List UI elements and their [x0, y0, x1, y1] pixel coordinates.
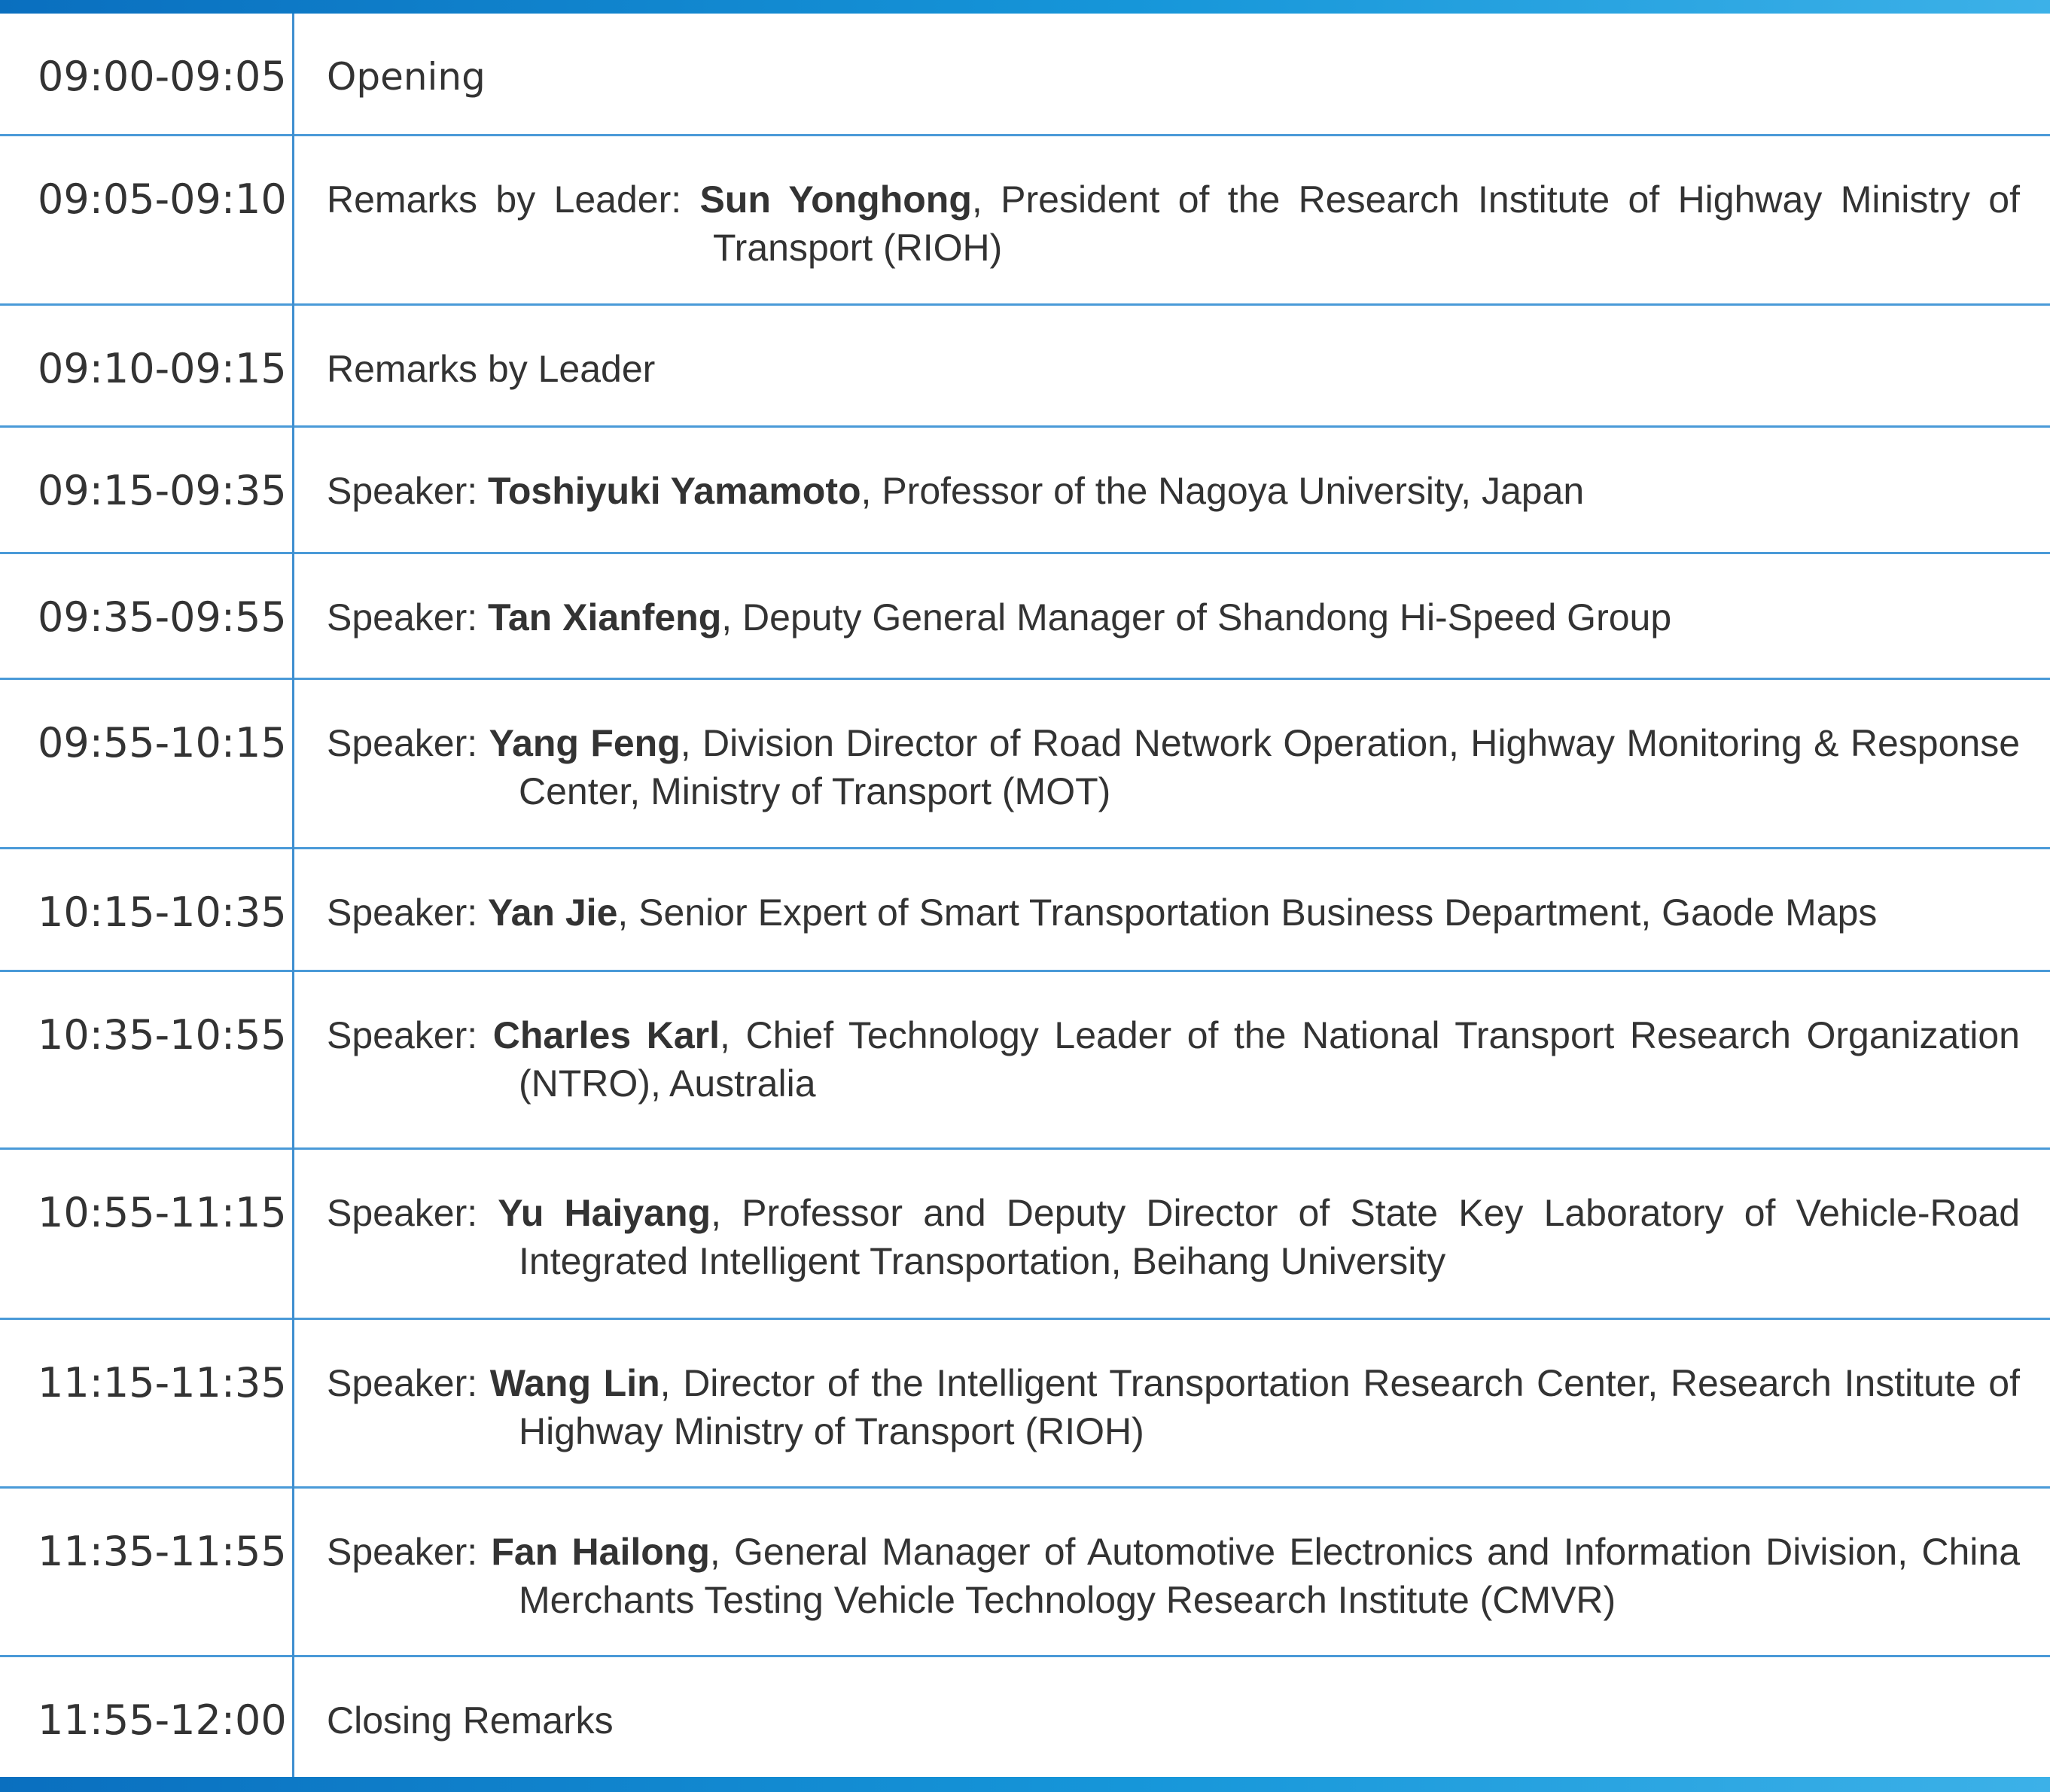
time-slot: 10:55-11:15	[38, 1189, 287, 1236]
speaker-name: Toshiyuki Yamamoto	[488, 470, 861, 512]
speaker-affiliation: , Deputy General Manager of Shandong Hi-Speed Group	[721, 596, 1672, 638]
role-label: Speaker:	[327, 1362, 478, 1404]
time-slot: 10:35-10:55	[38, 1011, 287, 1059]
speaker-name: Sun Yonghong	[699, 178, 972, 221]
speaker-affiliation: , Professor and Deputy Director of State Key Laboratory of Vehicle-Road Integrated Intelligent Transportation, Beihang University	[519, 1192, 2021, 1282]
speaker-name: Yang Feng	[489, 722, 681, 764]
session-title: Remarks by Leader	[327, 348, 656, 390]
speaker-name: Yu Haiyang	[498, 1192, 711, 1234]
time-slot: 09:05-09:10	[38, 175, 287, 223]
session-detail	[327, 467, 2020, 515]
speaker-affiliation: , Chief Technology Leader of the National Transport Research Organization (NTRO), Australia	[519, 1014, 2020, 1105]
time-slot: 10:15-10:35	[38, 888, 287, 936]
time-slot: 09:35-09:55	[38, 593, 287, 641]
time-slot: 11:55-12:00	[38, 1696, 287, 1744]
speaker-affiliation: , Professor of the Nagoya University, Japan	[861, 470, 1585, 512]
column-divider	[292, 14, 294, 1777]
agenda-row	[0, 554, 2050, 680]
time-slot: 09:00-09:05	[38, 53, 287, 100]
session-detail	[327, 1011, 2020, 1108]
agenda-row	[0, 1150, 2050, 1320]
session-detail	[327, 719, 2020, 815]
speaker-affiliation: , President of the Research Institute of Highway Ministry of Transport (RIOH)	[713, 178, 2020, 269]
session-detail	[327, 1359, 2020, 1455]
role-label: Speaker:	[327, 1531, 478, 1573]
agenda-row	[0, 14, 2050, 136]
speaker-affiliation: , General Manager of Automotive Electronics and Information Division, China Merchants Testing Vehicle Technology Research Institute (CMVR)	[519, 1531, 2021, 1621]
speaker-affiliation: , Director of the Intelligent Transportation Research Center, Research Institute of Highway Ministry of Transport (RIOH)	[519, 1362, 2020, 1452]
speaker-name: Fan Hailong	[491, 1531, 710, 1573]
agenda-row	[0, 1320, 2050, 1489]
session-title: Closing Remarks	[327, 1699, 614, 1742]
session-detail	[327, 1528, 2020, 1624]
speaker-name: Wang Lin	[489, 1362, 660, 1404]
agenda-row	[0, 306, 2050, 428]
agenda-row	[0, 972, 2050, 1150]
session-detail	[327, 175, 2020, 272]
time-slot: 09:15-09:35	[38, 467, 287, 514]
agenda-row	[0, 1489, 2050, 1657]
speaker-name: Tan Xianfeng	[488, 596, 722, 638]
speaker-name: Charles Karl	[492, 1014, 720, 1056]
session-detail	[327, 593, 2020, 642]
time-slot: 11:35-11:55	[38, 1528, 287, 1575]
role-label: Speaker:	[327, 470, 478, 512]
role-label: Speaker:	[327, 891, 478, 934]
agenda-row	[0, 849, 2050, 972]
role-label: Speaker:	[327, 722, 478, 764]
speaker-affiliation: , Senior Expert of Smart Transportation Business Department, Gaode Maps	[617, 891, 1878, 934]
session-title: Opening	[327, 55, 486, 99]
agenda-table	[0, 14, 2050, 1777]
agenda-row	[0, 680, 2050, 849]
time-slot: 09:55-10:15	[38, 719, 287, 766]
role-label: Remarks by Leader:	[327, 178, 682, 221]
role-label: Speaker:	[327, 1014, 478, 1056]
bottom-accent-bar	[0, 1777, 2050, 1792]
speaker-name: Yan Jie	[488, 891, 618, 934]
role-label: Speaker:	[327, 596, 478, 638]
time-slot: 09:10-09:15	[38, 345, 287, 392]
time-slot: 11:15-11:35	[38, 1359, 287, 1406]
agenda-row	[0, 1657, 2050, 1777]
top-accent-bar	[0, 0, 2050, 14]
agenda-row	[0, 136, 2050, 306]
session-detail	[327, 888, 2020, 937]
speaker-affiliation: , Division Director of Road Network Operation, Highway Monitoring & Response Center, Ministry of Transport (MOT)	[519, 722, 2020, 812]
agenda-row	[0, 428, 2050, 554]
role-label: Speaker:	[327, 1192, 478, 1234]
session-detail	[327, 1189, 2020, 1285]
